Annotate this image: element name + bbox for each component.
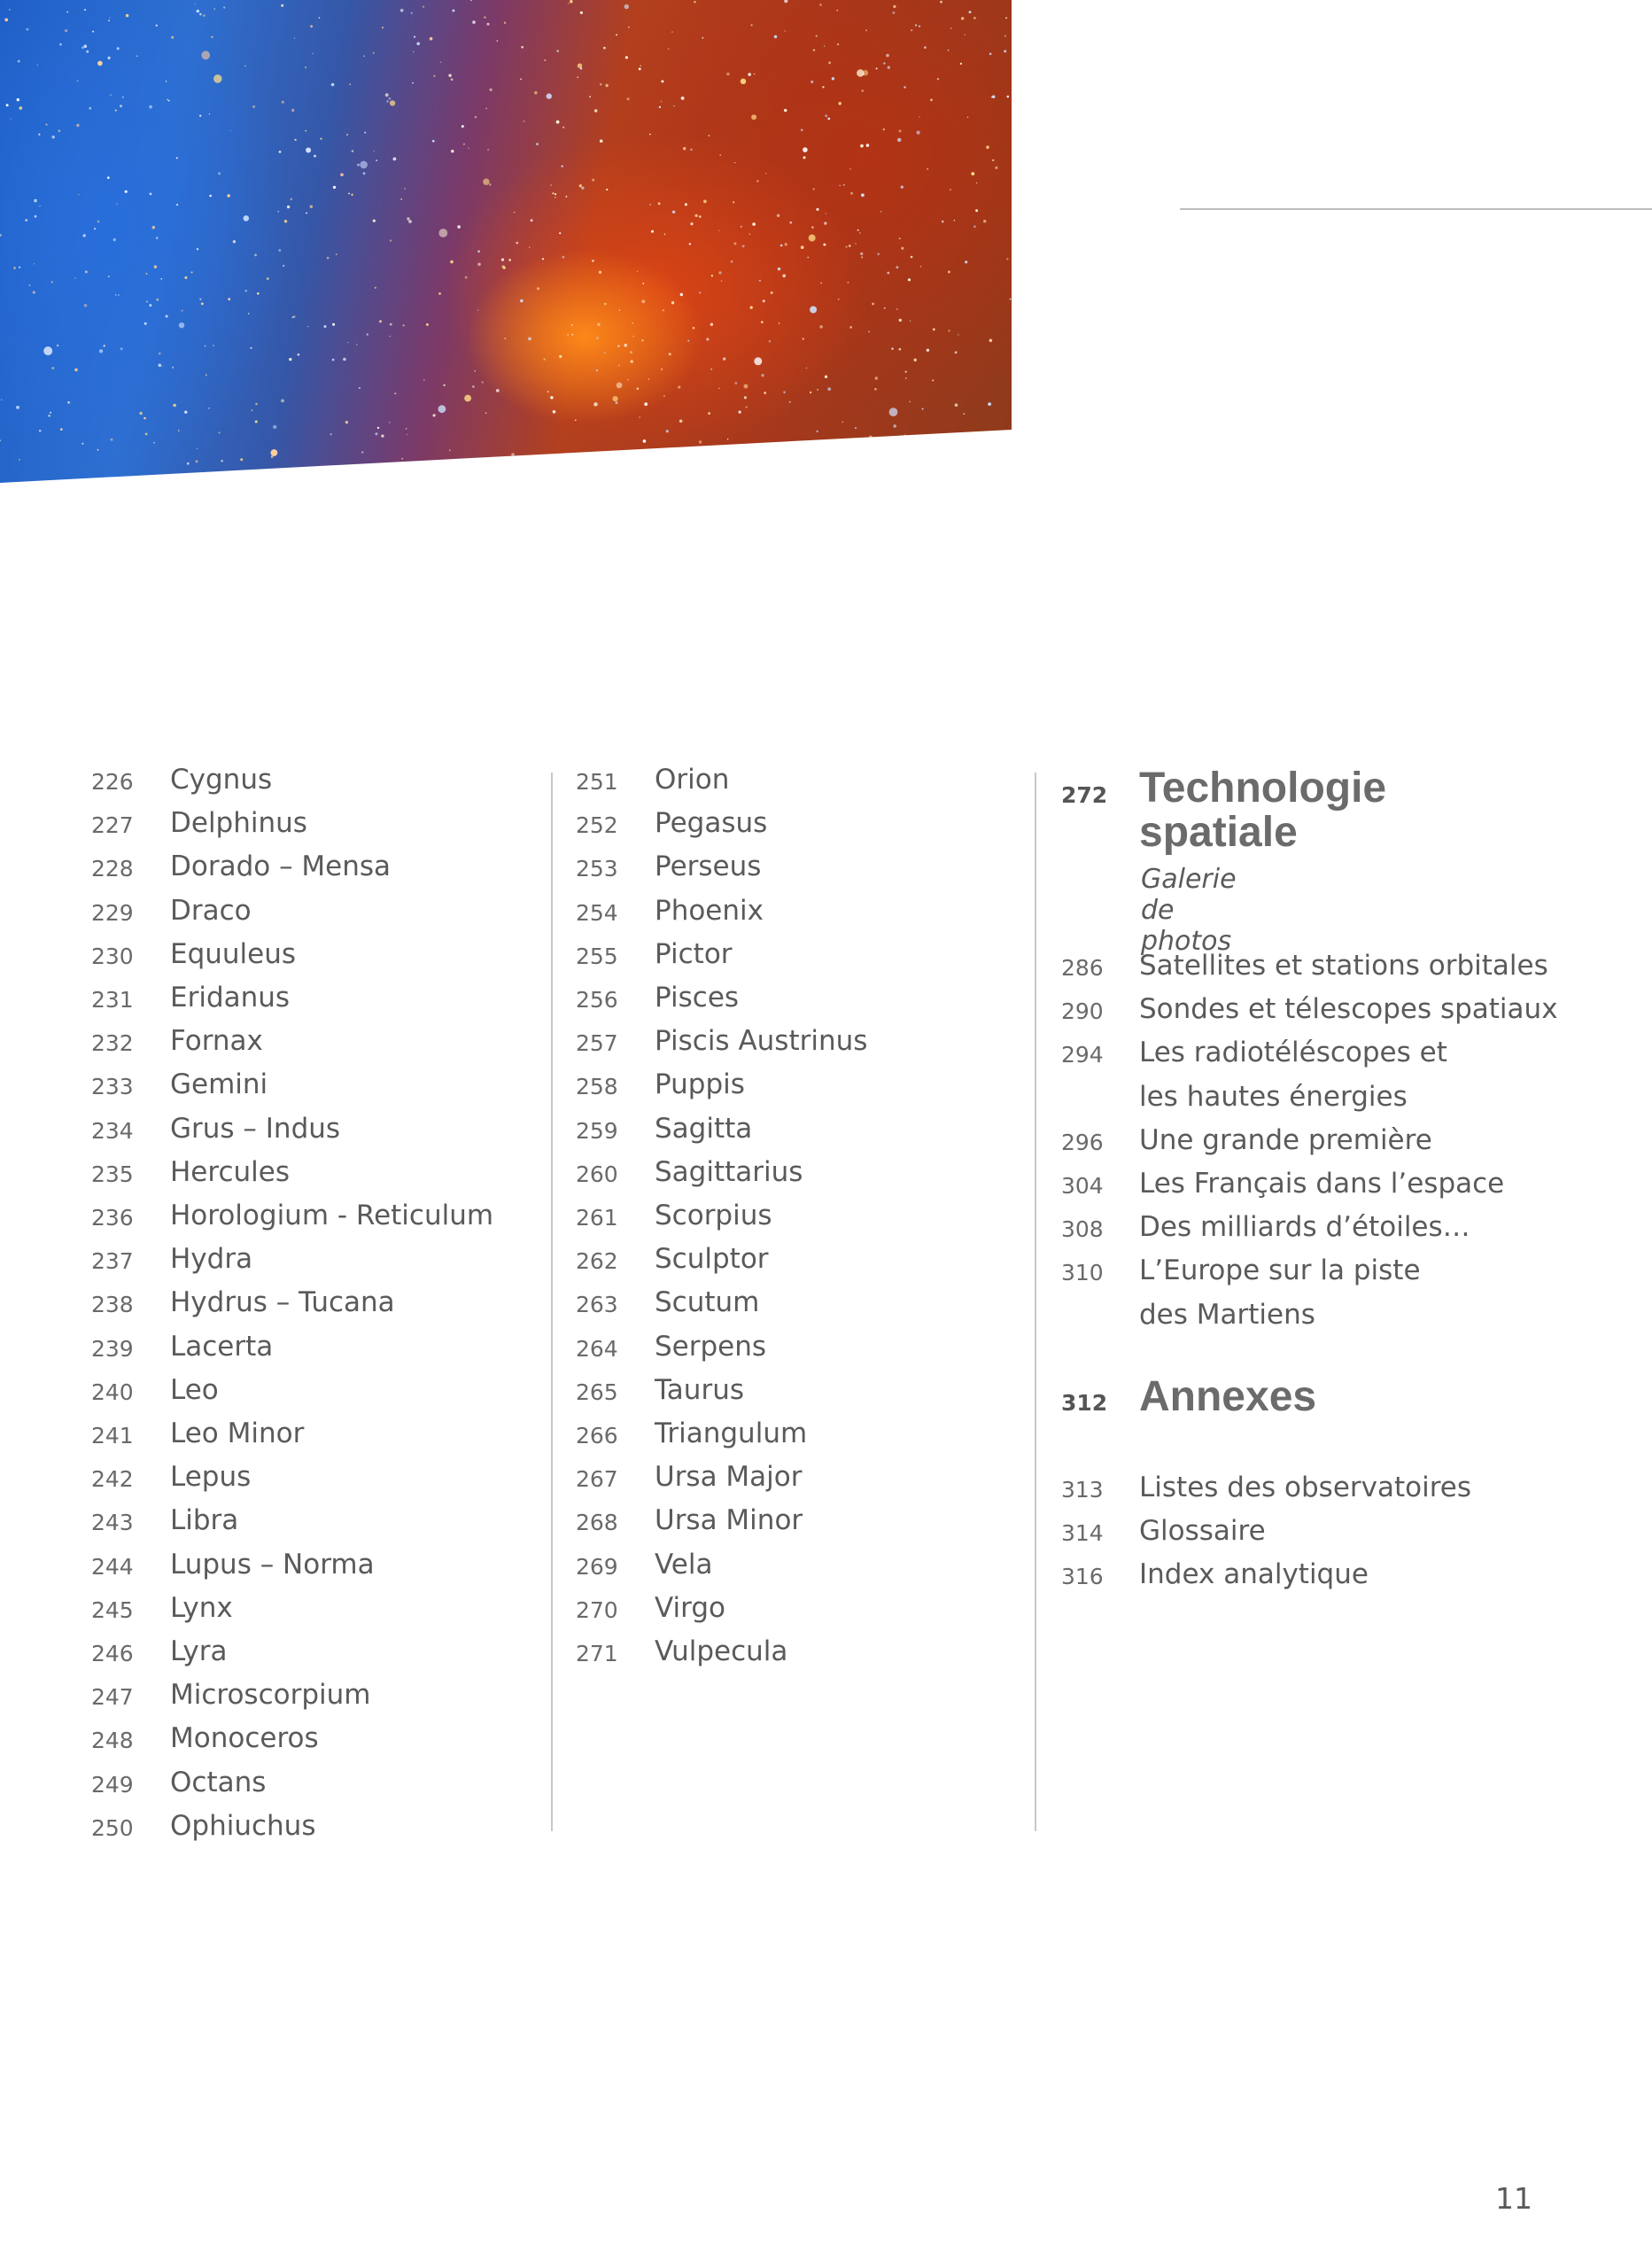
section-title-line1: Technologie: [1139, 765, 1387, 812]
toc-page-number: 231: [91, 987, 134, 1013]
toc-page-number: 313: [1061, 1477, 1104, 1503]
galaxy-image: [0, 0, 1012, 483]
toc-page-number: 259: [576, 1117, 618, 1144]
section-page-number: 272: [1061, 782, 1108, 808]
toc-page-number: 254: [576, 899, 618, 926]
toc-page-number: 241: [91, 1423, 134, 1449]
toc-page-number: 261: [576, 1205, 618, 1231]
toc-page-number: 239: [91, 1335, 134, 1362]
toc-page-number: 249: [91, 1771, 134, 1798]
toc-entry-title: Sculptor: [655, 1243, 769, 1276]
toc-page-number: 266: [576, 1423, 618, 1449]
toc-page-number: 269: [576, 1553, 618, 1580]
toc-page-number: 290: [1061, 998, 1104, 1025]
toc-page-number: 296: [1061, 1129, 1104, 1155]
toc-page-number: 229: [91, 899, 134, 926]
toc-entry-title: Vela: [655, 1548, 713, 1581]
section-title-line2: spatiale: [1139, 809, 1298, 856]
column-divider-2: [1035, 773, 1036, 1831]
page-number: 11: [1495, 2181, 1532, 2216]
toc-page-number: 234: [91, 1117, 134, 1144]
toc-page-number: 264: [576, 1335, 618, 1362]
toc-page-number: 250: [91, 1814, 134, 1841]
toc-entry-title: Lupus – Norma: [170, 1548, 375, 1581]
toc-entry-title: Sondes et télescopes spatiaux: [1139, 993, 1558, 1026]
toc-entry-title: Grus – Indus: [170, 1112, 341, 1145]
toc-entry-title: Des milliards d’étoiles…: [1139, 1211, 1470, 1244]
toc-entry-title: L’Europe sur la piste: [1139, 1254, 1421, 1287]
toc-page-number: 308: [1061, 1216, 1104, 1243]
toc-page-number: 242: [91, 1466, 134, 1493]
toc-page-number: 246: [91, 1641, 134, 1666]
toc-entry-title: Satellites et stations orbitales: [1139, 950, 1548, 982]
toc-page-number: 253: [576, 856, 618, 882]
toc-entry-title: Vulpecula: [655, 1635, 788, 1667]
toc-entry-title: Une grande première: [1139, 1123, 1432, 1156]
toc-page-number: 238: [91, 1292, 134, 1318]
toc-page-number: 252: [576, 812, 618, 839]
toc-page-number: 256: [576, 987, 618, 1013]
toc-page-number: 248: [91, 1728, 134, 1754]
toc-entry-title: Leo: [170, 1373, 219, 1406]
toc-page-number: 263: [576, 1292, 618, 1318]
header-rule: [1180, 208, 1652, 210]
toc-entry-title: Phoenix: [655, 894, 764, 927]
toc-entry-title: Les Français dans l’espace: [1139, 1168, 1505, 1200]
toc-entry-title: Monoceros: [170, 1722, 319, 1755]
toc-entry-title: Ursa Major: [655, 1461, 803, 1494]
toc-entry-title: Scorpius: [655, 1200, 772, 1231]
toc-page-number: 255: [576, 943, 618, 969]
toc-entry-title: des Martiens: [1139, 1298, 1315, 1331]
toc-page-number: 245: [91, 1596, 134, 1623]
toc-page-number: 304: [1061, 1173, 1104, 1199]
toc-page-number: 314: [1061, 1520, 1104, 1547]
toc-entry-title: Ophiuchus: [170, 1809, 316, 1842]
section-title: [1139, 766, 1386, 855]
toc-entry-title: Lacerta: [170, 1330, 274, 1363]
toc-entry-title: Taurus: [655, 1373, 744, 1406]
toc-page-number: 228: [91, 856, 134, 882]
toc-entry-title: Dorado – Mensa: [170, 850, 392, 883]
toc-entry-title: Les radiotéléscopes et: [1139, 1037, 1447, 1069]
column-divider-1: [551, 773, 553, 1831]
toc-entry-title: les hautes énergies: [1139, 1080, 1408, 1113]
toc-page-number: 237: [91, 1248, 134, 1275]
toc-page-number: 251: [576, 769, 618, 795]
toc-entry-title: Octans: [170, 1766, 267, 1798]
toc-entry-title: Piscis Austrinus: [655, 1025, 868, 1058]
toc-entry-title: Perseus: [655, 850, 762, 883]
toc-page-number: 232: [91, 1030, 134, 1057]
section-page-number-annexes: 312: [1061, 1390, 1108, 1416]
toc-page-number: 265: [576, 1379, 618, 1405]
toc-page-number: 257: [576, 1030, 618, 1057]
toc-entry-title: Hydrus – Tucana: [170, 1286, 395, 1319]
toc-entry-title: Listes des observatoires: [1139, 1472, 1471, 1503]
toc-page-number: 240: [91, 1379, 134, 1405]
toc-entry-title: Pegasus: [655, 807, 768, 840]
toc-page-number: 262: [576, 1248, 618, 1275]
toc-entry-title: Scutum: [655, 1286, 760, 1319]
toc-page-number: 260: [576, 1161, 618, 1187]
toc-page-number: 267: [576, 1466, 618, 1493]
toc-page-number: 316: [1061, 1564, 1104, 1590]
toc-entry-title: Fornax: [170, 1025, 263, 1058]
toc-page-number: 227: [91, 812, 134, 839]
toc-entry-title: Puppis: [655, 1068, 745, 1101]
toc-entry-title: Pictor: [655, 937, 733, 970]
toc-page-number: 244: [91, 1553, 134, 1580]
toc-entry-title: Libra: [170, 1504, 239, 1537]
toc-entry-title: Lyra: [170, 1635, 228, 1667]
toc-entry-title: Draco: [170, 894, 252, 927]
toc-entry-title: Equuleus: [170, 937, 297, 970]
toc-entry-title: Leo Minor: [170, 1418, 305, 1449]
toc-entry-title: Ursa Minor: [655, 1504, 803, 1537]
toc-page-number: 270: [576, 1596, 618, 1623]
toc-entry-title: Hercules: [170, 1155, 290, 1188]
toc-page-number: 236: [91, 1205, 134, 1231]
toc-entry-title: Eridanus: [170, 982, 291, 1014]
section-title-annexes: Annexes: [1139, 1373, 1317, 1420]
toc-page-number: 271: [576, 1641, 618, 1666]
toc-entry-title: Glossaire: [1139, 1515, 1266, 1548]
toc-page-number: 230: [91, 943, 134, 969]
toc-page-number: 243: [91, 1510, 134, 1536]
toc-entry-title: Virgo: [655, 1591, 725, 1624]
toc-entry-title: Sagittarius: [655, 1155, 803, 1188]
toc-entry-title: Delphinus: [170, 807, 307, 840]
toc-entry-title: Cygnus: [170, 764, 273, 796]
toc-entry-title: Orion: [655, 764, 730, 796]
toc-page-number: 310: [1061, 1260, 1104, 1286]
toc-entry-title: Serpens: [655, 1330, 767, 1363]
toc-entry-title: Gemini: [170, 1068, 268, 1101]
toc-page-number: 294: [1061, 1042, 1104, 1068]
toc-entry-title: Sagitta: [655, 1112, 753, 1145]
toc-page-number: 258: [576, 1074, 618, 1100]
toc-entry-title: Triangulum: [655, 1418, 808, 1449]
toc-page-number: 268: [576, 1510, 618, 1536]
toc-page-number: 235: [91, 1161, 134, 1187]
star-field: [0, 0, 1012, 483]
toc-entry-title: Lynx: [170, 1591, 233, 1624]
toc-page-number: 226: [91, 769, 134, 795]
toc-entry-title: Horologium - Reticulum: [170, 1200, 494, 1231]
toc-entry-title: Hydra: [170, 1243, 253, 1276]
toc-page-number: 247: [91, 1684, 134, 1711]
toc-entry-title: Index analytique: [1139, 1558, 1369, 1591]
toc-page-number: 286: [1061, 955, 1104, 981]
toc-entry-title: Lepus: [170, 1461, 252, 1494]
toc-entry-title: Pisces: [655, 982, 740, 1014]
toc-page-number: 233: [91, 1074, 134, 1100]
section-subtitle: Galerie de photos: [1141, 864, 1237, 957]
toc-entry-title: Microscorpium: [170, 1679, 371, 1712]
